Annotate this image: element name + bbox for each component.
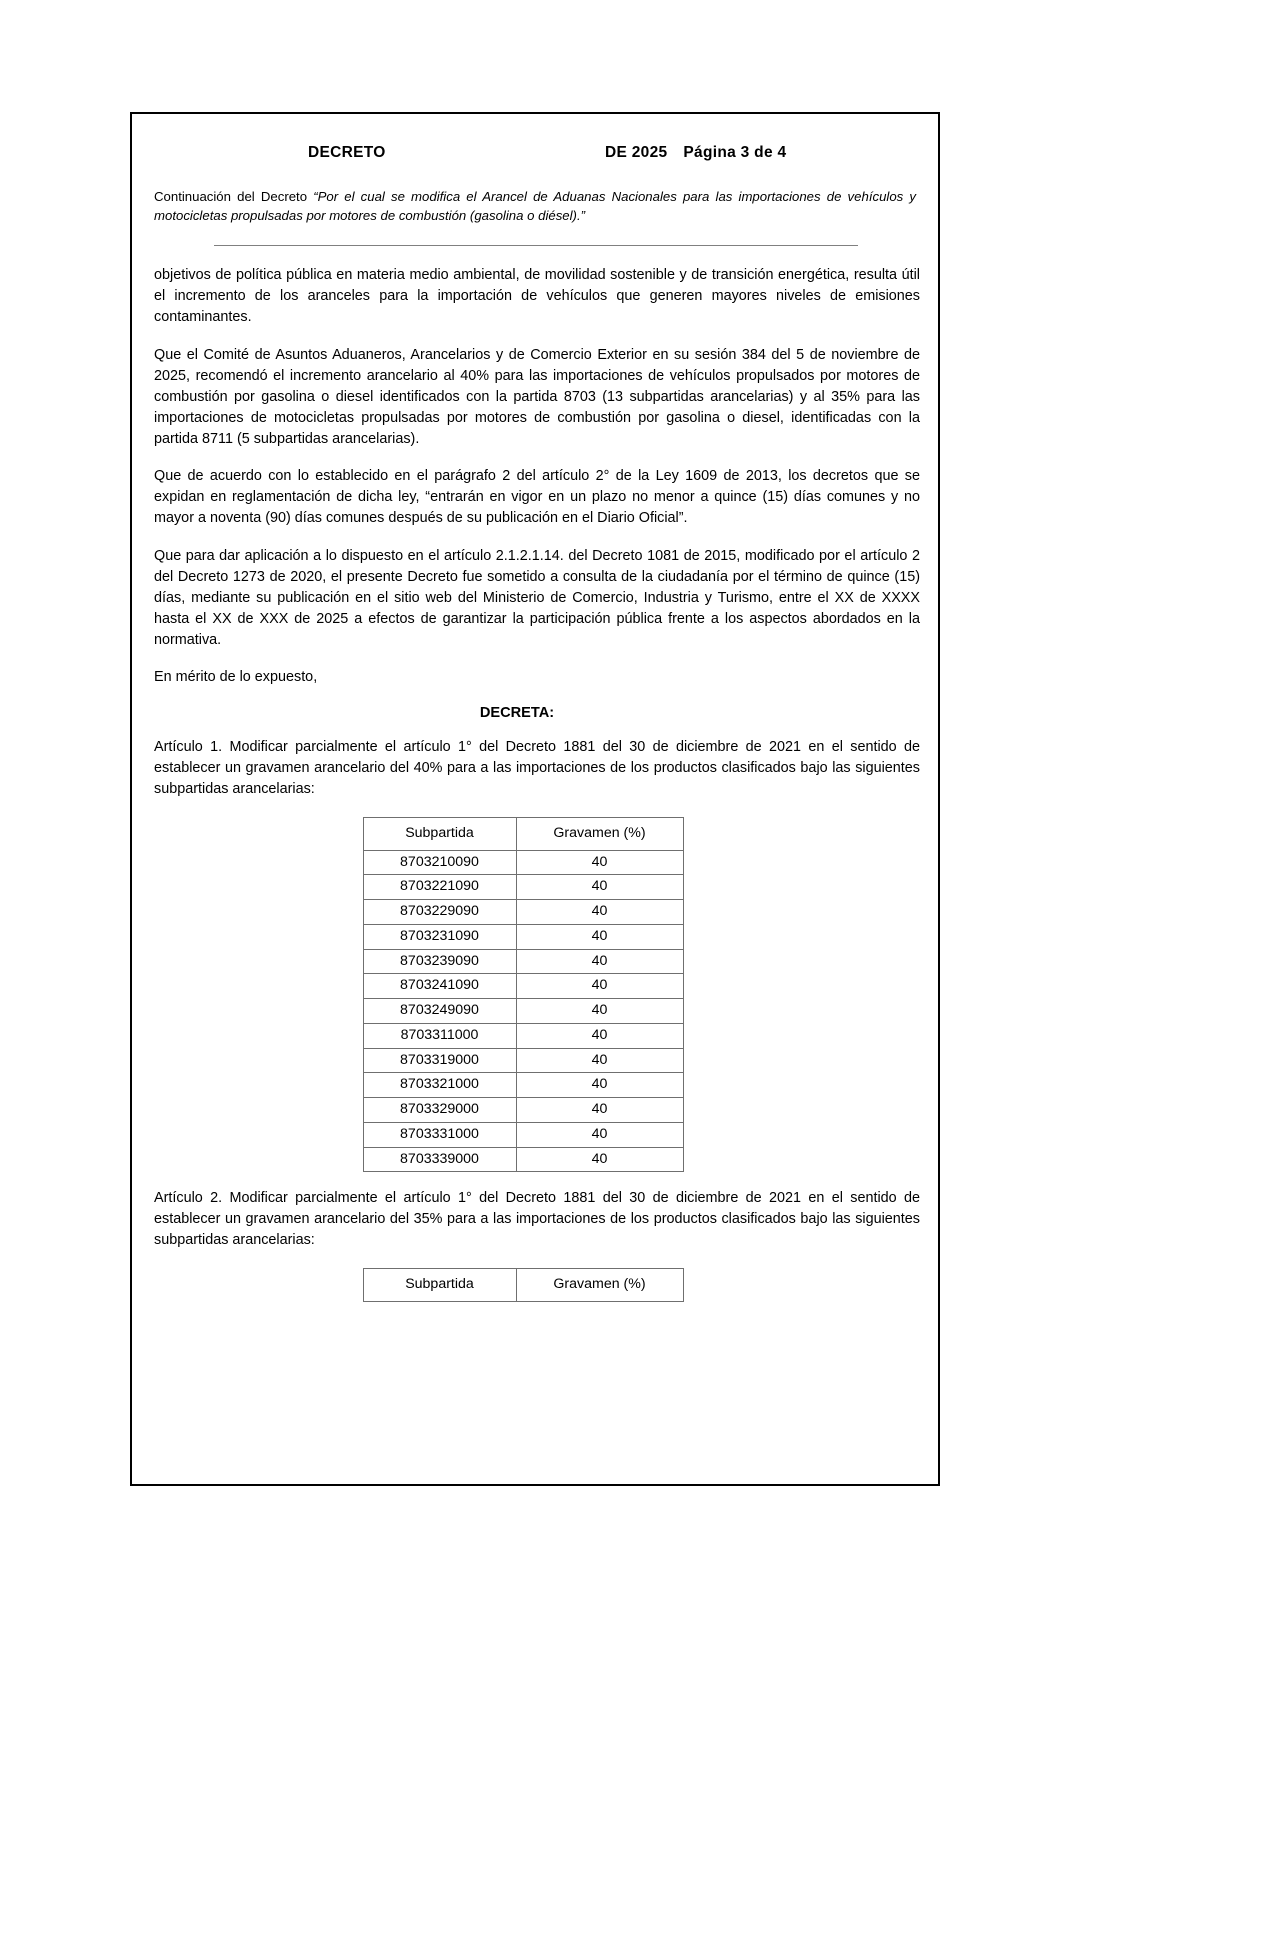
document-page-frame — [130, 112, 940, 1486]
table-1-wrapper — [154, 817, 920, 1172]
document-body — [148, 265, 924, 1301]
subpartidas-table-40 — [363, 817, 684, 1172]
header-right-block — [605, 144, 786, 162]
cell-gravamen: 40 — [516, 1098, 683, 1123]
cell-subpartida: 8703331000 — [363, 1122, 516, 1147]
continuation-decree-title: “Por el cual se modifica el Arancel de Aduanas Nacionales para las importaciones de vehículos y motocicletas propulsadas por motores de combustión (gasolina o diésel).” — [154, 189, 917, 223]
table-2-col-subpartida: Subpartida — [363, 1268, 516, 1301]
table-header-row — [363, 817, 683, 850]
cell-subpartida: 8703319000 — [363, 1048, 516, 1073]
continuation-lead-text: Continuación del Decreto — [154, 189, 314, 204]
table-row — [363, 924, 683, 949]
table-2-head — [363, 1268, 683, 1301]
cell-gravamen: 40 — [516, 1073, 683, 1098]
paragraph-ley-1609: Que de acuerdo con lo establecido en el parágrafo 2 del artículo 2° de la Ley 1609 de 2013, los decretos que se expidan en reglamentación de dicha ley, “entrarán en vigor en un plazo no menor a quince (15) días comunes y no mayor a noventa (90) días comunes después de su publicación en el Diario Oficial”. — [154, 468, 920, 527]
cell-gravamen: 40 — [516, 974, 683, 999]
table-row — [363, 974, 683, 999]
cell-subpartida: 8703321000 — [363, 1073, 516, 1098]
cell-gravamen: 40 — [516, 949, 683, 974]
cell-gravamen: 40 — [516, 1048, 683, 1073]
merito-line: En mérito de lo expuesto, — [154, 669, 318, 686]
continuation-line — [148, 188, 924, 225]
paragraph-consulta-ciudadania: Que para dar aplicación a lo dispuesto en el artículo 2.1.2.1.14. del Decreto 1081 de 2015, modificado por el artículo 2 del Decreto 1273 de 2020, el presente Decreto fue sometido a consulta de la ciudadanía por el término de quince (15) días, mediante su publicación en el sitio web del Ministerio de Comercio, Industria y Turismo, entre el XX de XXXX hasta el XX de XXX de 2025 a efectos de garantizar la participación pública frente a los aspectos abordados en la normativa. — [154, 548, 920, 648]
table-1-col-gravamen: Gravamen (%) — [516, 817, 683, 850]
cell-subpartida: 8703210090 — [363, 850, 516, 875]
table-row — [363, 1048, 683, 1073]
table-2-col-gravamen: Gravamen (%) — [516, 1268, 683, 1301]
table-row — [363, 1147, 683, 1172]
paragraph-comite: Que el Comité de Asuntos Aduaneros, Arancelarios y de Comercio Exterior en su sesión 384 del 5 de noviembre de 2025, recomendó el incremento arancelario al 40% para las importaciones de vehículos propulsados por motores de combustión por gasolina o diesel identificados con la partida 8703 (13 subpartidas arancelarias) y al 35% para las importaciones de motocicletas propulsadas por motores de combustión por gasolina o diesel, identificadas con la partida 8711 (5 subpartidas arancelarias). — [154, 347, 920, 447]
cell-subpartida: 8703339000 — [363, 1147, 516, 1172]
cell-subpartida: 8703241090 — [363, 974, 516, 999]
document-header — [148, 134, 924, 174]
table-1-col-subpartida: Subpartida — [363, 817, 516, 850]
cell-gravamen: 40 — [516, 875, 683, 900]
header-decree-year: DE 2025 — [605, 144, 668, 161]
articulo-2-text: Artículo 2. Modificar parcialmente el artículo 1° del Decreto 1881 del 30 de diciembre de 2021 en el sentido de establecer un gravamen arancelario del 35% para a las importaciones de los productos clasificados bajo las siguientes subpartidas arancelarias: — [154, 1190, 920, 1248]
document-content — [148, 134, 924, 1318]
header-decreto-title: DECRETO — [308, 144, 386, 161]
cell-gravamen: 40 — [516, 924, 683, 949]
subpartidas-table-35 — [363, 1268, 684, 1302]
table-row — [363, 900, 683, 925]
table-1-head — [363, 817, 683, 850]
cell-gravamen: 40 — [516, 1122, 683, 1147]
cell-subpartida: 8703329000 — [363, 1098, 516, 1123]
cell-subpartida: 8703231090 — [363, 924, 516, 949]
table-row — [363, 1023, 683, 1048]
table-row — [363, 1098, 683, 1123]
cell-gravamen: 40 — [516, 850, 683, 875]
header-divider — [214, 245, 858, 246]
table-header-row — [363, 1268, 683, 1301]
table-row — [363, 949, 683, 974]
cell-gravamen: 40 — [516, 1147, 683, 1172]
articulo-1-text: Artículo 1. Modificar parcialmente el artículo 1° del Decreto 1881 del 30 de diciembre de 2021 en el sentido de establecer un gravamen arancelario del 40% para a las importaciones de los productos clasificados bajo las siguientes subpartidas arancelarias: — [154, 739, 920, 798]
table-row — [363, 875, 683, 900]
table-row — [363, 999, 683, 1024]
cell-gravamen: 40 — [516, 1023, 683, 1048]
paragraph-objetivos: objetivos de política pública en materia medio ambiental, de movilidad sostenible y de transición energética, resulta útil el incremento de los aranceles para la importación de vehículos que generen mayores niveles de emisiones contaminantes. — [154, 267, 920, 326]
table-row — [363, 1122, 683, 1147]
cell-gravamen: 40 — [516, 999, 683, 1024]
cell-subpartida: 8703229090 — [363, 900, 516, 925]
table-2-wrapper — [154, 1268, 920, 1302]
table-row — [363, 1073, 683, 1098]
cell-gravamen: 40 — [516, 900, 683, 925]
cell-subpartida: 8703249090 — [363, 999, 516, 1024]
table-1-body — [363, 850, 683, 1172]
cell-subpartida: 8703239090 — [363, 949, 516, 974]
decreta-heading: DECRETA: — [479, 705, 555, 722]
table-row — [363, 850, 683, 875]
header-page-number: Página 3 de 4 — [683, 144, 787, 161]
cell-subpartida: 8703311000 — [363, 1023, 516, 1048]
cell-subpartida: 8703221090 — [363, 875, 516, 900]
